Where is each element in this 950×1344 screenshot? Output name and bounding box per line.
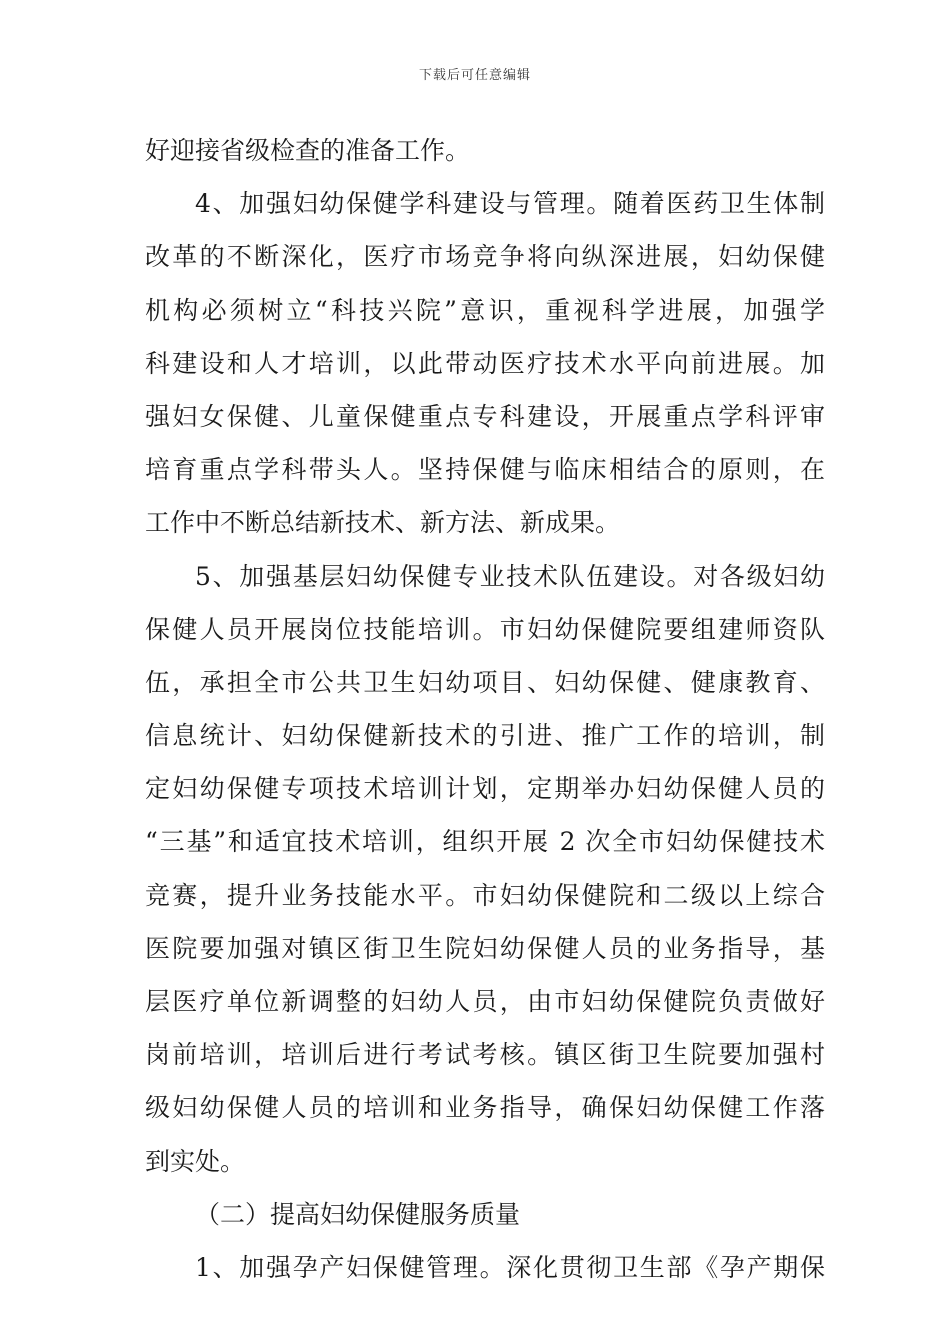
document-body [145, 124, 825, 1294]
text-line: （二）提高妇幼保健服务质量 [195, 1199, 521, 1229]
text-line: 级妇幼保健人员的培训和业务指导，确保妇幼保健工作落 [145, 1093, 825, 1123]
text-line: 伍，承担全市公共卫生妇幼项目、妇幼保健、健康教育、 [145, 667, 825, 697]
text-line: 竞赛，提升业务技能水平。市妇幼保健院和二级以上综合 [145, 880, 825, 910]
text-line: 信息统计、妇幼保健新技术的引进、推广工作的培训，制 [145, 721, 825, 751]
page-header: 下载后可任意编辑 [418, 68, 531, 83]
text-line: 到实处。 [145, 1146, 246, 1176]
text-line: 1、加强孕产妇保健管理。深化贯彻卫生部《孕产期保 [195, 1252, 825, 1282]
text-line: “三基”和适宜技术培训，组织开展 2 次全市妇幼保健技术 [145, 827, 825, 857]
text-line: 改革的不断深化，医疗市场竞争将向纵深进展，妇幼保健 [145, 242, 825, 272]
text-line: 机构必须树立“科技兴院”意识，重视科学进展，加强学 [145, 295, 825, 325]
text-line: 定妇幼保健专项技术培训计划，定期举办妇幼保健人员的 [145, 774, 825, 804]
text-line: 强妇女保健、儿童保健重点专科建设，开展重点学科评审 [145, 401, 825, 431]
text-line: 医院要加强对镇区街卫生院妇幼保健人员的业务指导，基 [145, 933, 825, 963]
text-line: 好迎接省级检查的准备工作。 [145, 136, 471, 165]
text-line: 层医疗单位新调整的妇幼人员，由市妇幼保健院负责做好 [145, 987, 825, 1016]
text-line: 工作中不断总结新技术、新方法、新成果。 [145, 508, 621, 538]
text-line: 5、加强基层妇幼保健专业技术队伍建设。对各级妇幼 [195, 561, 825, 591]
text-line: 保健人员开展岗位技能培训。市妇幼保健院要组建师资队 [145, 614, 825, 644]
text-line: 科建设和人才培训，以此带动医疗技术水平向前进展。加 [145, 348, 825, 378]
text-line: 4、加强妇幼保健学科建设与管理。随着医药卫生体制 [195, 189, 825, 219]
text-line: 岗前培训，培训后进行考试考核。镇区街卫生院要加强村 [145, 1040, 825, 1070]
text-line: 培育重点学科带头人。坚持保健与临床相结合的原则，在 [145, 455, 825, 485]
